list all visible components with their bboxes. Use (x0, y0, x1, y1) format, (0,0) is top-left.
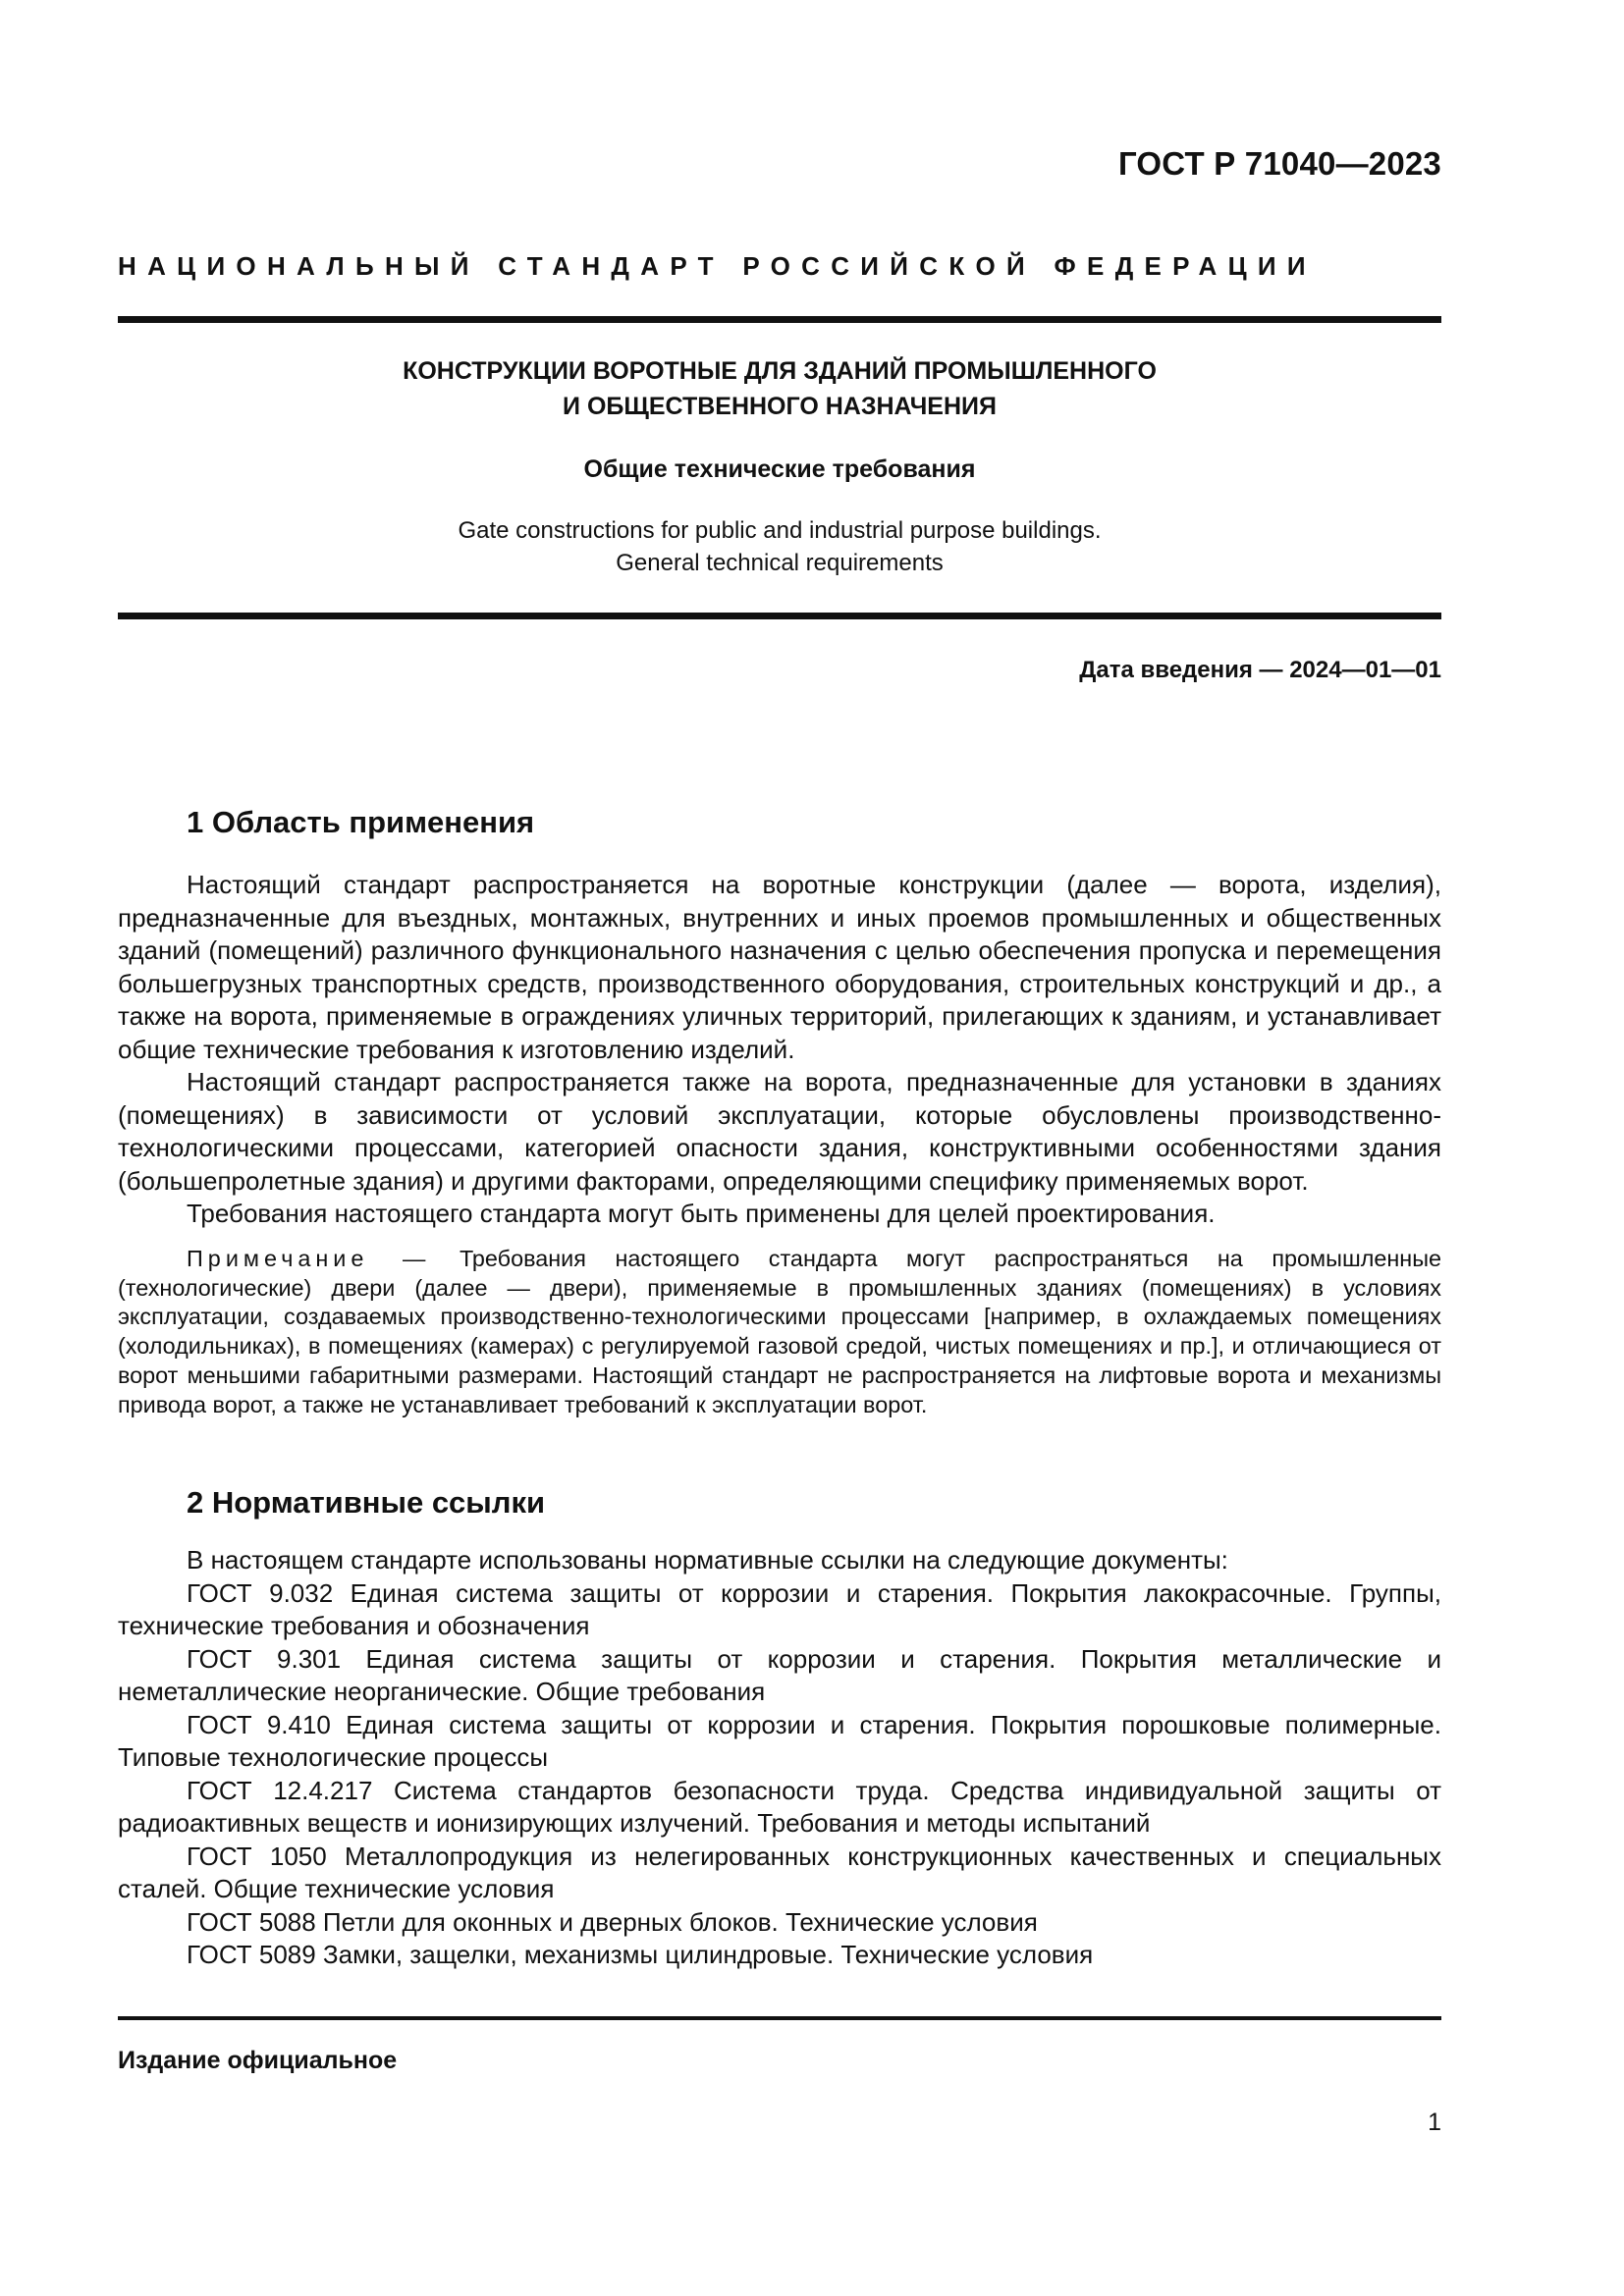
english-title (118, 514, 1441, 579)
section-1-body (118, 869, 1441, 1231)
header-rule-bottom (118, 613, 1441, 619)
standard-code: ГОСТ Р 71040—2023 (1117, 145, 1441, 182)
title-line-1: КОНСТРУКЦИИ ВОРОТНЫЕ ДЛЯ ЗДАНИЙ ПРОМЫШЛЕННОГО (403, 357, 1157, 385)
header-rule-top (118, 316, 1441, 323)
section-1-paragraph: Настоящий стандарт распространяется на воротные конструкции (далее — ворота, изделия), предназначенные для въездных, монтажных, внутренних и иных проемов промышленных и общественных зданий (помещений) различного функционального назначения с целью обеспечения пропуска и перемещения большегрузных транспортных средств, производственного оборудования, строительных конструкций и др., а также на ворота, применяемые в ограждениях уличных территорий, прилегающих к зданиям, и устанавливает общие технические требования к изготовлению изделий. (118, 870, 1441, 1064)
section-2-body (118, 1544, 1441, 1972)
reference-item: ГОСТ 9.410 Единая система защиты от коррозии и старения. Покрытия порошковые полимерные. Типовые технологические процессы (118, 1709, 1441, 1772)
national-standard-banner: НАЦИОНАЛЬНЫЙ СТАНДАРТ РОССИЙСКОЙ ФЕДЕРАЦИИ (118, 251, 1317, 281)
section-1-heading: 1 Область применения (187, 805, 535, 839)
note-text: Требования настоящего стандарта могут распространяться на промышленные (технологические) двери (далее — двери), применяемые в промышленных зданиях (помещениях) в условиях эксплуатации, создаваемых производственно-технологическими процессами [например, в охлаждаемых помещениях (холодильниках), в помещениях (камерах) с регулируемой газовой средой, чистых помещениях и пр.], и отличающиеся от ворот меньшими габаритными размерами. Настоящий стандарт не распространяется на лифтовые ворота и механизмы привода ворот, а также не устанавливает требований к эксплуатации ворот. (118, 1246, 1442, 1417)
title-line-2: И ОБЩЕСТВЕННОГО НАЗНАЧЕНИЯ (563, 393, 997, 420)
reference-item: ГОСТ 5088 Петли для оконных и дверных блоков. Технические условия (187, 1906, 1038, 1937)
official-edition-label: Издание официальное (118, 2047, 398, 2074)
reference-item: ГОСТ 5089 Замки, защелки, механизмы цилиндровые. Технические условия (187, 1940, 1094, 1969)
reference-item: ГОСТ 1050 Металлопродукция из нелегированных конструкционных качественных и специальных сталей. Общие технические условия (118, 1841, 1441, 1903)
reference-item: ГОСТ 9.301 Единая система защиты от коррозии и старения. Покрытия металлические и неметаллические неорганические. Общие требования (118, 1643, 1441, 1706)
section-1-paragraph: Настоящий стандарт распространяется также на ворота, предназначенные для установки в зданиях (помещениях) в зависимости от условий эксплуатации, которые обусловлены производственно-технологическими процессами, категорией опасности здания, конструктивными особенностями здания (большепролетные здания) и другими факторами, определяющими специфику применяемых ворот. (118, 1067, 1441, 1196)
english-title-line-2: General technical requirements (616, 550, 944, 576)
document-subtitle: Общие технические требования (583, 455, 976, 483)
english-title-line-1: Gate constructions for public and industrial purpose buildings. (458, 517, 1102, 544)
section-2-heading: 2 Нормативные ссылки (187, 1485, 546, 1520)
introduction-date: Дата введения — 2024—01—01 (1079, 657, 1441, 683)
page-number: 1 (1428, 2109, 1441, 2136)
footer-rule (118, 2016, 1441, 2020)
references-intro: В настоящем стандарте использованы нормативные ссылки на следующие документы: (187, 1545, 1228, 1575)
note-label: Примечание — (187, 1246, 431, 1271)
section-1-paragraph: Требования настоящего стандарта могут быть применены для целей проектирования. (187, 1199, 1216, 1228)
document-title (118, 353, 1441, 424)
reference-item: ГОСТ 9.032 Единая система защиты от коррозии и старения. Покрытия лакокрасочные. Группы, технические требования и обозначения (118, 1577, 1441, 1640)
section-1-note (118, 1245, 1441, 1419)
reference-item: ГОСТ 12.4.217 Система стандартов безопасности труда. Средства индивидуальной защиты от радиоактивных веществ и ионизирующих излучений. Требования и методы испытаний (118, 1775, 1441, 1838)
